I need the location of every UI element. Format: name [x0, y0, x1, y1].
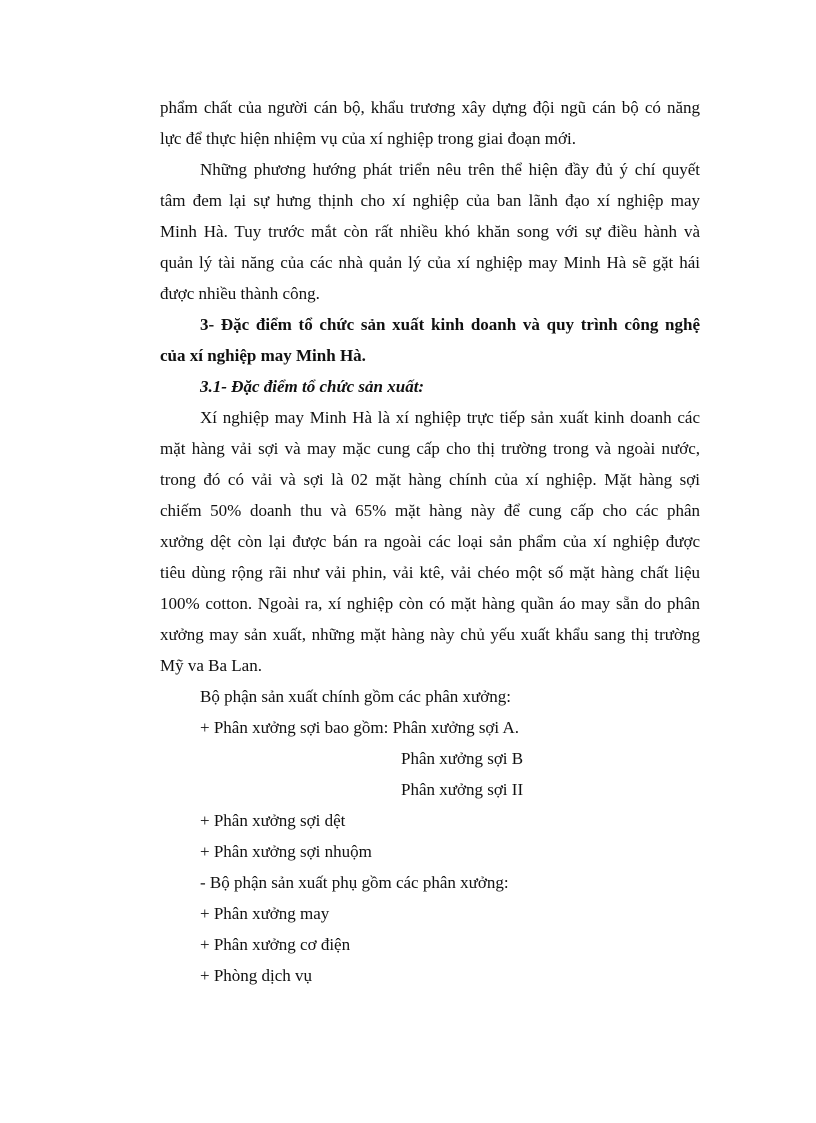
subsection-heading: 3.1- Đặc điểm tổ chức sản xuất: [200, 377, 425, 396]
list-subitem: Phân xưởng sợi B [401, 749, 524, 768]
list-item: + Phân xưởng sợi dệt [200, 811, 346, 830]
paragraph-line: 100% cotton. Ngoài ra, xí nghiệp còn có mặt hàng quần áo may sẵn do phân [160, 594, 700, 613]
list-item: + Phân xưởng sợi nhuộm [200, 842, 372, 861]
paragraph-line: phẩm chất của người cán bộ, khẩu trương xây dựng đội ngũ cán bộ có năng [160, 98, 700, 117]
paragraph-line: xưởng dệt còn lại được bán ra ngoài các loại sản phẩm của xí nghiệp được [160, 532, 700, 551]
paragraph-line: xưởng may sản xuất, những mặt hàng này chủ yếu xuất khẩu sang thị trường [160, 625, 700, 644]
list-subitem: Phân xưởng sợi II [401, 780, 524, 799]
paragraph-line: được nhiều thành công. [160, 284, 320, 303]
list-intro: - Bộ phận sản xuất phụ gồm các phân xưởng: [200, 873, 509, 892]
paragraph-line: Mỹ va Ba Lan. [160, 656, 262, 675]
paragraph-line: Minh Hà. Tuy trước mắt còn rất nhiều khó khăn song với sự điều hành và [160, 222, 700, 241]
paragraph-line: Xí nghiệp may Minh Hà là xí nghiệp trực tiếp sản xuất kinh doanh các [200, 408, 700, 427]
section-heading: 3- Đặc điểm tổ chức sản xuất kinh doanh và quy trình công nghệ [200, 315, 700, 334]
paragraph-line: Những phương hướng phát triển nêu trên thể hiện đầy đủ ý chí quyết [200, 160, 700, 179]
list-intro: Bộ phận sản xuất chính gồm các phân xưởng: [200, 687, 511, 706]
paragraph-line: trong đó có vải và sợi là 02 mặt hàng chính của xí nghiệp. Mặt hàng sợi [160, 470, 700, 489]
paragraph-line: mặt hàng vải sợi và may mặc cung cấp cho thị trường trong và ngoài nước, [160, 439, 700, 458]
paragraph-line: quản lý tài năng của các nhà quản lý của xí nghiệp may Minh Hà sẽ gặt hái [160, 253, 700, 272]
list-item: + Phân xưởng sợi bao gồm: Phân xưởng sợi A. [200, 718, 519, 737]
paragraph-line: chiếm 50% doanh thu và 65% mặt hàng này để cung cấp cho các phân [160, 501, 700, 520]
paragraph-line: tâm đem lại sự hưng thịnh cho xí nghiệp của ban lãnh đạo xí nghiệp may [160, 191, 700, 210]
list-item: + Phân xưởng may [200, 904, 330, 923]
list-item: + Phòng dịch vụ [200, 966, 313, 985]
list-item: + Phân xưởng cơ điện [200, 935, 351, 954]
paragraph-line: tiêu dùng rộng rãi như vải phin, vải ktê, vải chéo một số mặt hàng chất liệu [160, 563, 700, 582]
section-heading: của xí nghiệp may Minh Hà. [160, 346, 366, 365]
paragraph-line: lực để thực hiện nhiệm vụ của xí nghiệp trong giai đoạn mới. [160, 129, 576, 148]
